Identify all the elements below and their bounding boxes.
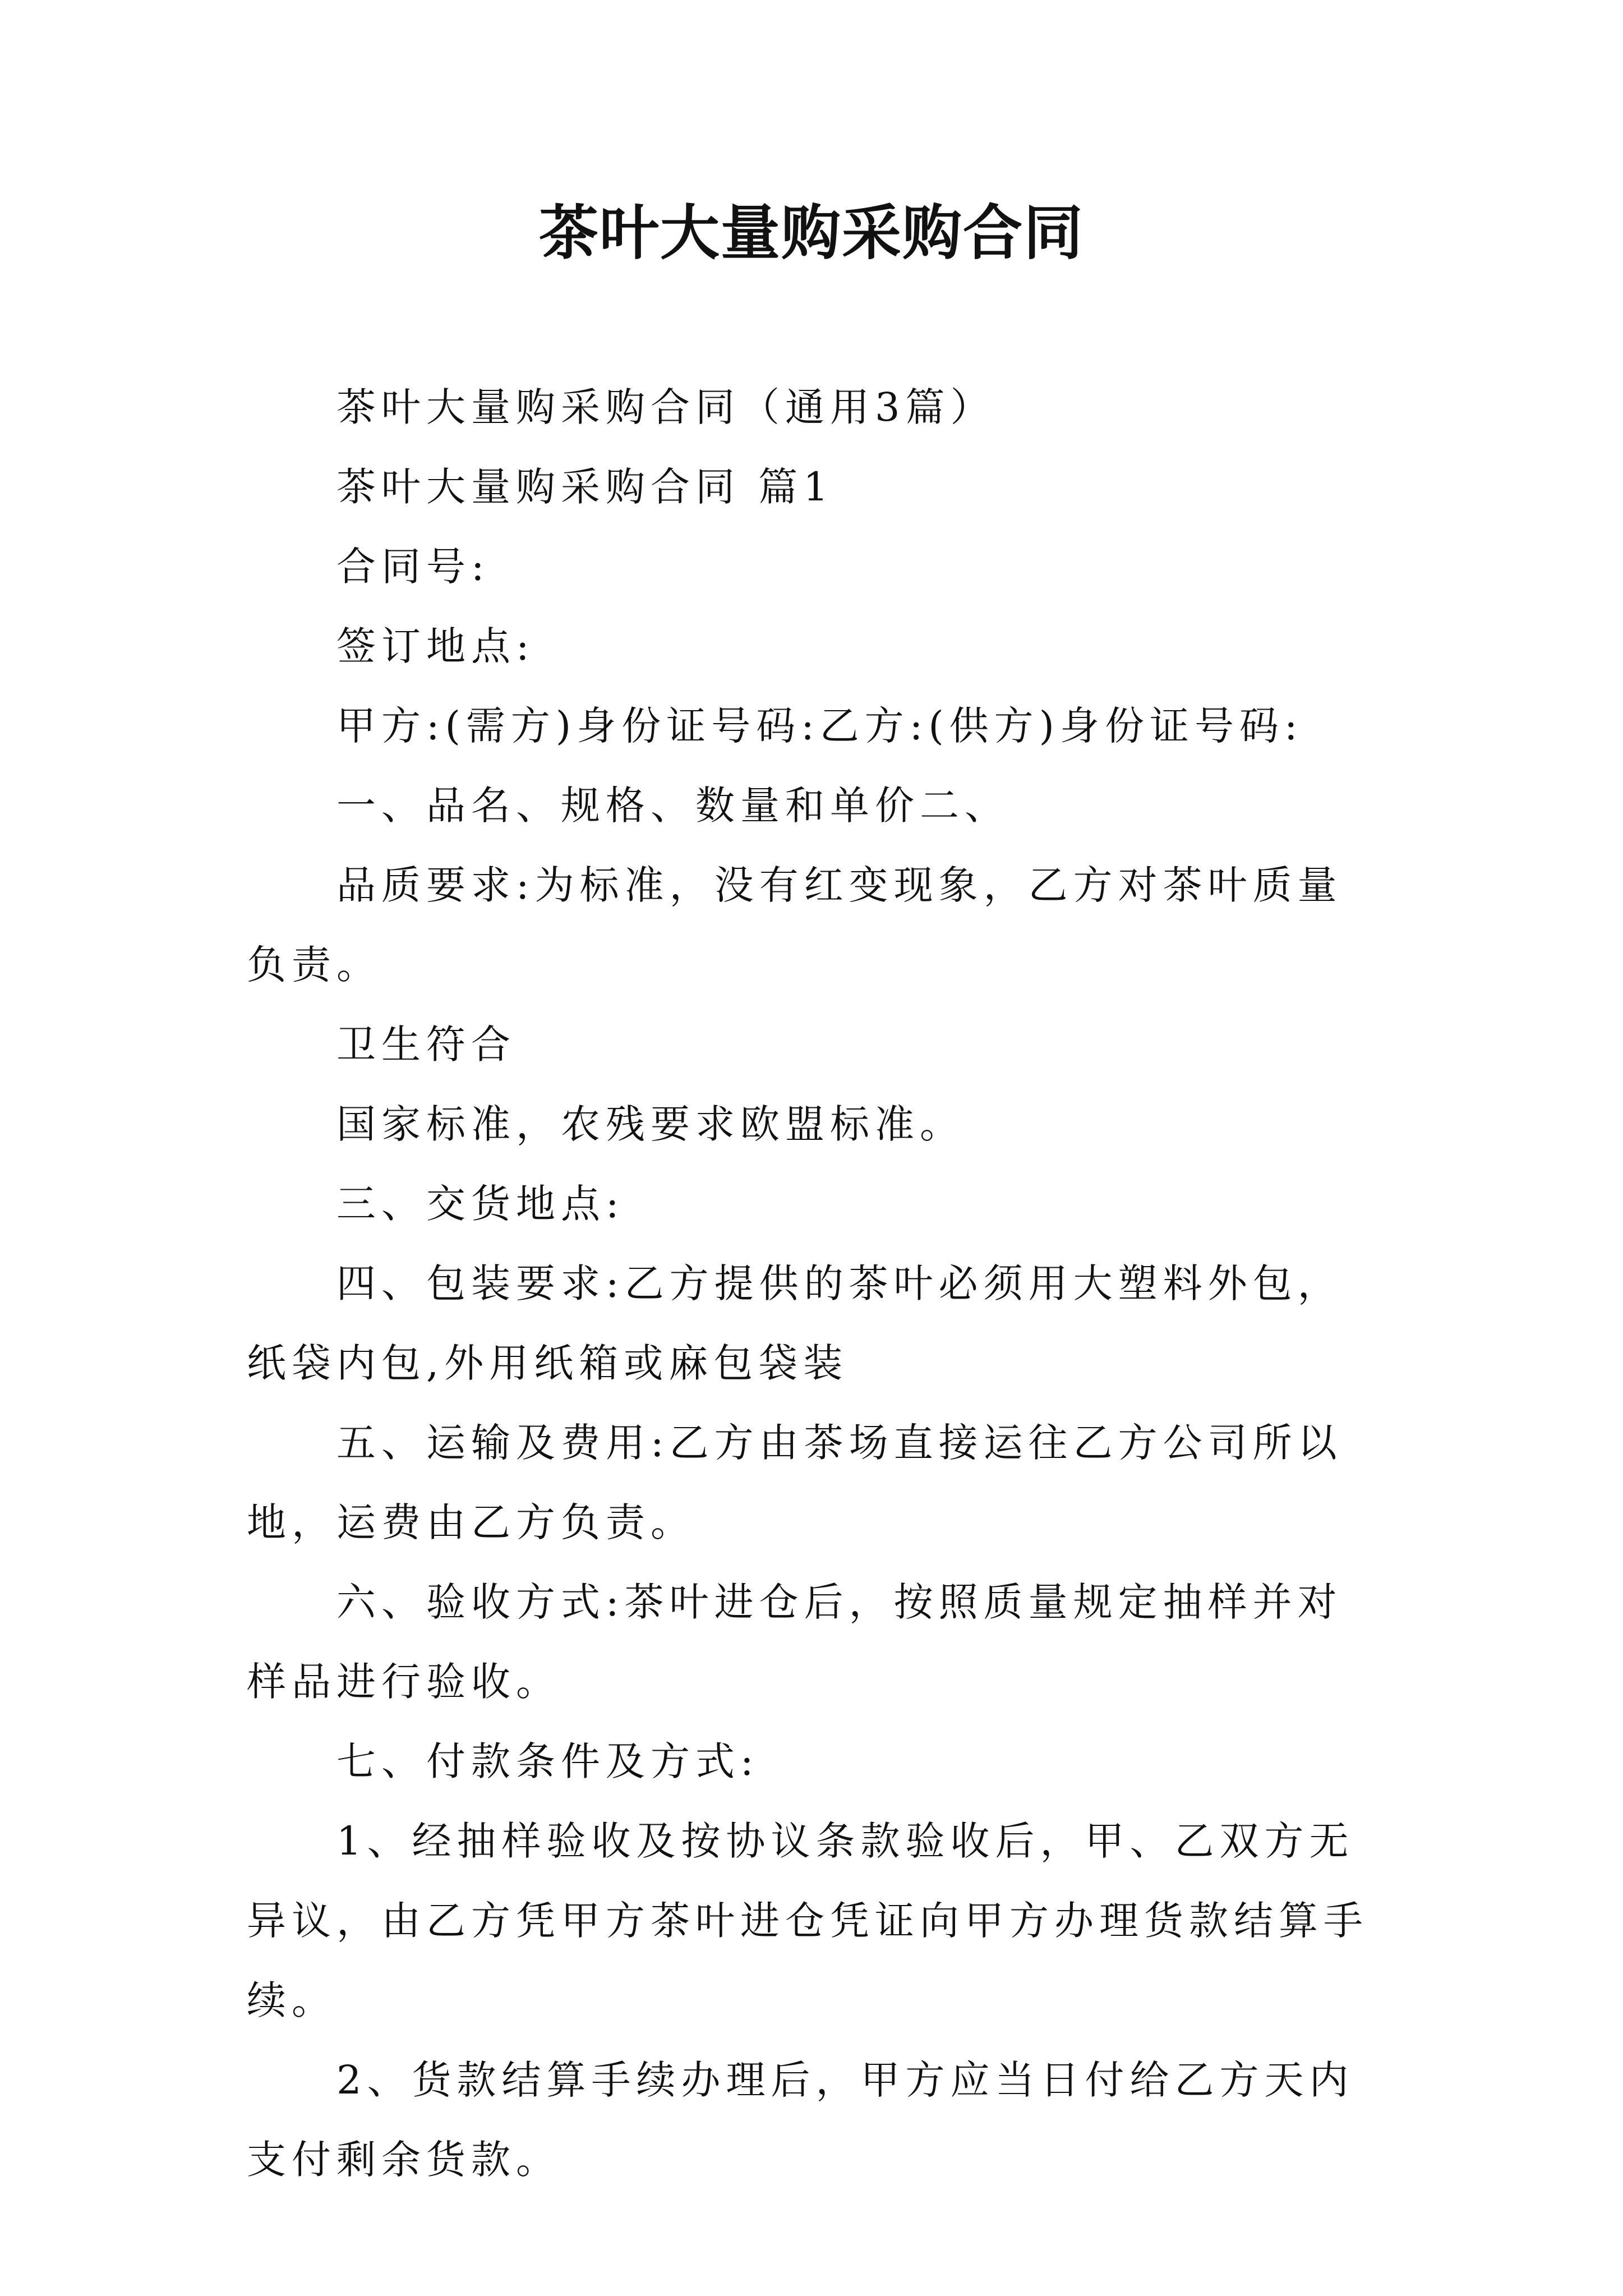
paragraph: 国家标准，农残要求欧盟标准。 bbox=[336, 1101, 965, 1147]
paragraph: 卫生符合 bbox=[336, 1022, 516, 1068]
paragraph: 茶叶大量购采购合同（通用3篇） bbox=[336, 384, 995, 430]
paragraph: 七、付款条件及方式: bbox=[336, 1738, 759, 1784]
paragraph: 五、运输及费用:乙方由茶场直接运往乙方公司所以地，运费由乙方负责。 bbox=[247, 1420, 1343, 1545]
paragraph: 签订地点: bbox=[336, 623, 535, 669]
paragraph: 六、验收方式:茶叶进仓后，按照质量规定抽样并对样品进行验收。 bbox=[247, 1579, 1343, 1705]
paragraph: 茶叶大量购采购合同 篇1 bbox=[336, 464, 834, 510]
paragraph: 甲方:(需方)身份证号码:乙方:(供方)身份证号码: bbox=[336, 703, 1303, 749]
paragraph: 品质要求:为标准，没有红变现象，乙方对茶叶质量负责。 bbox=[247, 862, 1343, 988]
paragraph: 2、货款结算手续办理后，甲方应当日付给乙方天内支付剩余货款。 bbox=[247, 2057, 1354, 2183]
document-body bbox=[247, 367, 1374, 2200]
paragraph: 1、经抽样验收及按协议条款验收后，甲、乙双方无异议，由乙方凭甲方茶叶进仓凭证向甲方办理货款结算手续。 bbox=[247, 1818, 1368, 2023]
paragraph: 三、交货地点: bbox=[336, 1181, 625, 1227]
document-title: 茶叶大量购采购合同 bbox=[539, 197, 1084, 268]
paragraph: 一、品名、规格、数量和单价二、 bbox=[336, 783, 1009, 829]
paragraph: 合同号: bbox=[336, 544, 490, 590]
paragraph: 四、包装要求:乙方提供的茶叶必须用大塑料外包，纸袋内包,外用纸箱或麻包袋装 bbox=[247, 1260, 1343, 1386]
